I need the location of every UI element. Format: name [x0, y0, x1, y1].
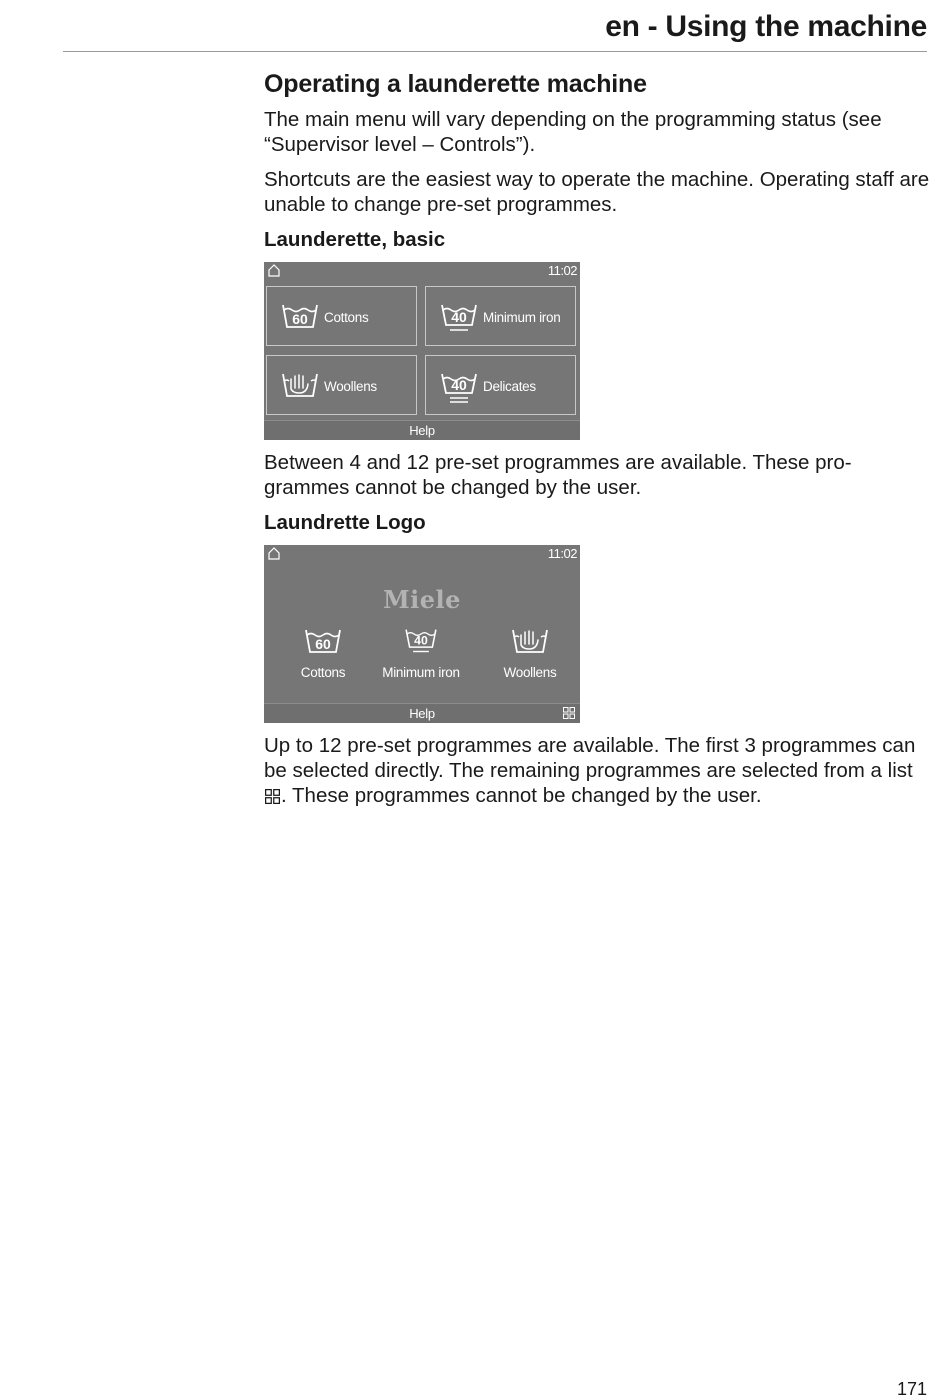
intro-paragraph-1: The main menu will vary depending on the programming status (see “Supervisor level – Controls”).: [264, 108, 882, 156]
programme-woollens[interactable]: [480, 627, 580, 680]
tile-label: Cottons: [324, 310, 369, 325]
tub-40-minimum-iron-icon: [402, 627, 440, 655]
main-content: [264, 70, 934, 818]
home-icon[interactable]: [268, 264, 280, 277]
logo-display-screen: [264, 545, 580, 723]
header-divider: [63, 51, 927, 52]
programme-list-icon[interactable]: [563, 707, 575, 719]
logo-description-end: . These programmes cannot be changed by the user.: [281, 784, 762, 807]
svg-text:40: 40: [414, 633, 428, 648]
section-title: Operating a launderette machine: [264, 70, 647, 98]
home-icon[interactable]: [268, 547, 280, 560]
hand-wash-icon: [281, 371, 319, 399]
tile-delicates[interactable]: [425, 355, 576, 415]
clock: 11:02: [547, 263, 577, 278]
page-number: 171: [896, 1379, 927, 1399]
tub-40-delicates-icon: [440, 371, 478, 405]
tub-40-minimum-iron-icon: [440, 302, 478, 334]
basic-description: Between 4 and 12 pre-set programmes are available. These pro-grammes cannot be changed by the user.: [264, 451, 852, 499]
tile-label: Minimum iron: [483, 310, 561, 325]
tile-label: Delicates: [483, 379, 536, 394]
tile-cottons[interactable]: [266, 286, 417, 346]
programme-list-icon: [265, 789, 280, 804]
tile-minimum-iron[interactable]: [425, 286, 576, 346]
tub-60-icon: [281, 302, 319, 330]
clock: 11:02: [547, 546, 577, 561]
help-button[interactable]: Help: [409, 423, 435, 438]
hand-wash-icon: [511, 627, 549, 655]
status-bar: [264, 545, 580, 563]
svg-text:40: 40: [451, 377, 467, 393]
tile-label: Woollens: [324, 379, 377, 394]
programme-cottons[interactable]: [273, 627, 373, 680]
programme-label: Minimum iron: [382, 665, 460, 680]
header-title: en - Using the machine: [605, 10, 927, 43]
bottom-bar: [264, 420, 580, 440]
brand-logo: Miele: [383, 585, 461, 614]
programme-label: Woollens: [503, 665, 557, 680]
status-bar: [264, 262, 580, 280]
svg-text:40: 40: [451, 309, 467, 325]
logo-description-start: Up to 12 pre-set programmes are available. The first 3 programmes can be selected directly. The remaining programmes are selected from a list: [264, 734, 916, 782]
logo-heading: Laundrette Logo: [264, 511, 426, 534]
help-button[interactable]: Help: [409, 706, 435, 721]
svg-text:60: 60: [315, 636, 331, 652]
basic-display-screen: [264, 262, 580, 440]
bottom-bar: [264, 703, 580, 723]
programme-label: Cottons: [300, 665, 346, 680]
svg-text:60: 60: [292, 311, 308, 327]
intro-paragraph-2: Shortcuts are the easiest way to operate the machine. Operating staff are unable to change pre-set programmes.: [264, 168, 930, 216]
programme-minimum-iron[interactable]: [371, 627, 471, 680]
basic-heading: Launderette, basic: [264, 228, 446, 251]
logo-description: [264, 733, 934, 808]
tile-woollens[interactable]: [266, 355, 417, 415]
tub-60-icon: [304, 627, 342, 655]
